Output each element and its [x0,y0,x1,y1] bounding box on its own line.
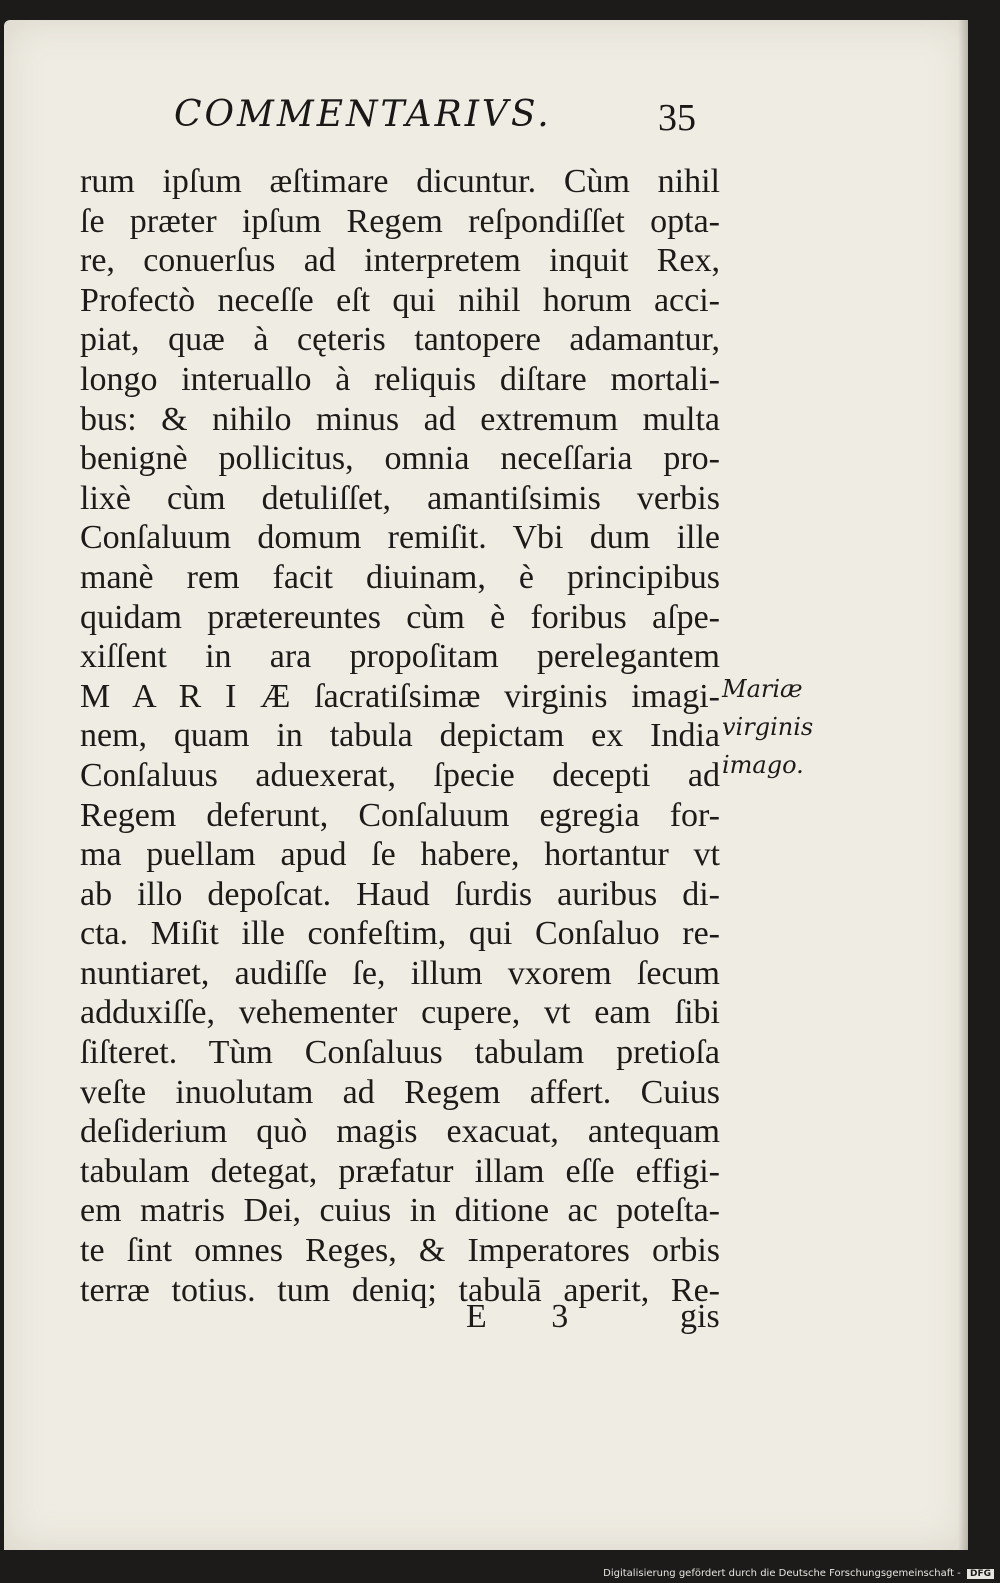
text-line: ſiſteret. Tùm Conſaluus tabulam pretioſa [80,1034,720,1072]
text-line: quidam prætereuntes cùm è foribus aſpe- [80,598,720,636]
catchword: gis [680,1298,720,1335]
text-line: lixè cùm detuliſſet, amantiſsimis verbis [80,479,720,517]
text-line: benignè pollicitus, omnia neceſſaria pro- [80,440,720,478]
running-title: COMMENTARIVS. [174,94,552,135]
text-line: ab illo depoſcat. Haud ſurdis auribus di- [80,875,720,913]
text-line: ſe præter ipſum Regem reſpondiſſet opta- [80,202,720,240]
text-line: ma puellam apud ſe habere, hortantur vt [80,836,720,874]
digitization-credit [603,1568,994,1579]
body-text [80,162,720,1310]
text-line: Conſaluus aduexerat, ſpecie decepti ad [80,756,720,794]
page-edge-shadow [958,20,968,1550]
text-line: M A R I Æ ſacratiſsimæ virginis imagi- [80,677,720,715]
text-line: Profectò neceſſe eſt qui nihil horum acci- [80,281,720,319]
text-line: adduxiſſe, vehementer cupere, vt eam ſibi [80,994,720,1032]
text-line: tabulam detegat, præfatur illam eſſe effigi- [80,1152,720,1190]
text-line: piat, quæ à cęteris tantopere adamantur, [80,321,720,359]
margin-note-line: imago. [722,751,804,779]
book-page [4,20,968,1550]
text-line: te ſint omnes Reges, & Imperatores orbis [80,1232,720,1270]
text-line: nem, quam in tabula depictam ex India [80,717,720,755]
text-line: re, conuerſus ad interpretem inquit Rex, [80,242,720,280]
text-line: manè rem facit diuinam, è principibus [80,558,720,596]
margin-note-line: Mariæ [722,675,803,703]
signature-mark: E 3 [466,1298,597,1335]
page-number: 35 [658,97,696,139]
text-line: Conſaluum domum remiſit. Vbi dum ille [80,519,720,557]
credit-text: Digitalisierung gefördert durch die Deutsche Forschungsgemeinschaft - [603,1568,961,1579]
text-line: longo interuallo à reliquis diſtare mortali- [80,360,720,398]
margin-note [722,670,842,784]
text-line: rum ipſum æſtimare dicuntur. Cùm nihil [80,163,720,200]
text-line: veſte inuolutam ad Regem affert. Cuius [80,1073,720,1111]
text-line: xiſſent in ara propoſitam perelegantem [80,638,720,676]
text-line: deſiderium quò magis exacuat, antequam [80,1113,720,1151]
dfg-logo: DFG [967,1569,994,1579]
text-line: em matris Dei, cuius in ditione ac poteſta- [80,1192,720,1230]
text-line: Regem deferunt, Conſaluum egregia for- [80,796,720,834]
text-line: cta. Miſit ille confeſtim, qui Conſaluo re- [80,915,720,953]
margin-note-line: virginis [722,713,814,741]
text-line: nuntiaret, audiſſe ſe, illum vxorem ſecum [80,954,720,992]
text-line: bus: & nihilo minus ad extremum multa [80,400,720,438]
text-line: terræ totius. tum deniq; tabulā aperit, Re- [80,1271,720,1309]
